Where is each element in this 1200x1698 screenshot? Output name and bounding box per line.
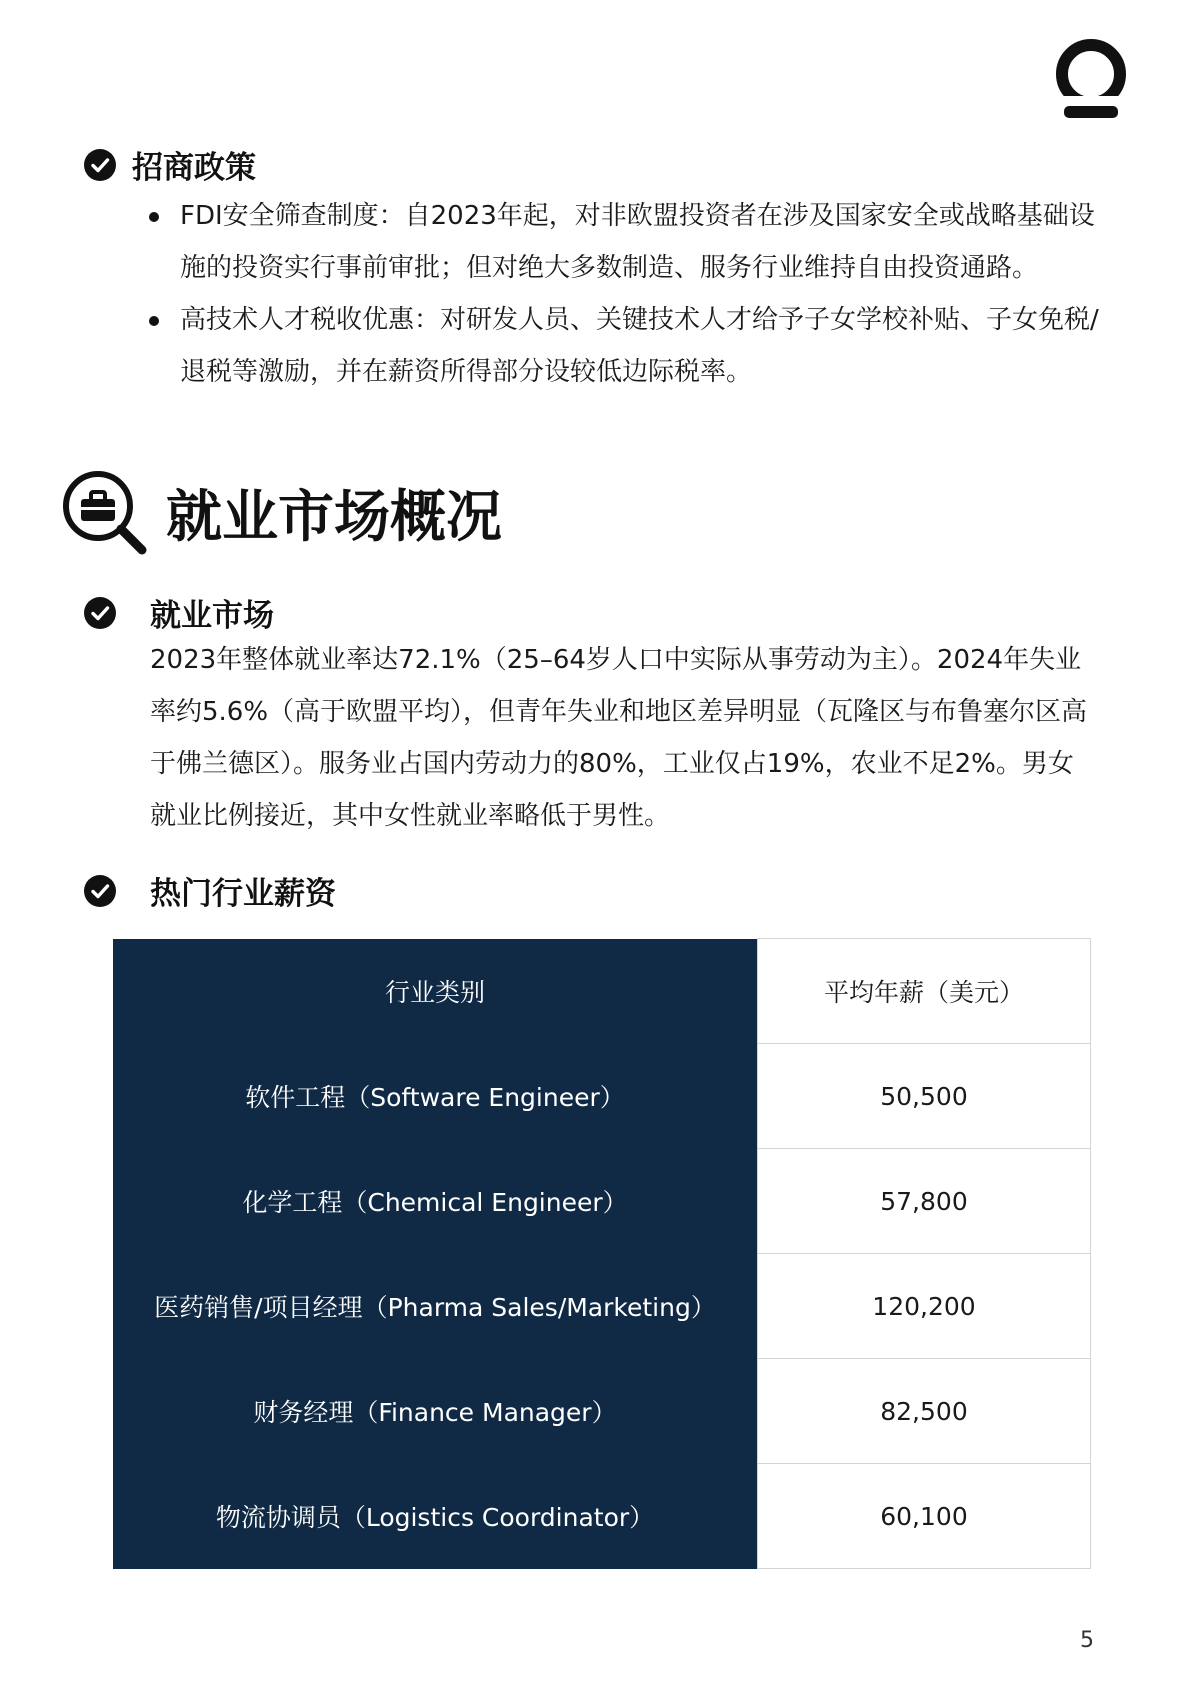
industry-cell: 物流协调员（Logistics Coordinator） (113, 1464, 758, 1569)
table-row (113, 1149, 1091, 1254)
ring-logo-icon (1048, 36, 1134, 126)
policy-bullet-talent: 高技术人才税收优惠：对研发人员、关键技术人才给予子女学校补贴、子女免税/退税等激励，并在薪资所得部分设较低边际税率。 (144, 294, 1104, 398)
table-row (113, 1254, 1091, 1359)
salary-cell: 82,500 (758, 1359, 1091, 1464)
table-row (113, 1044, 1091, 1149)
briefcase-search-icon (60, 468, 150, 558)
salary-cell: 120,200 (758, 1254, 1091, 1359)
salary-heading-text: 热门行业薪资 (150, 876, 336, 912)
policy-heading-text: 招商政策 (132, 150, 256, 186)
check-circle-icon (84, 597, 116, 629)
employment-title: 就业市场概况 (166, 485, 502, 550)
salary-heading (84, 868, 336, 913)
header-salary: 平均年薪（美元） (758, 939, 1091, 1044)
table-row (113, 1359, 1091, 1464)
market-paragraph: 2023年整体就业率达72.1%（25–64岁人口中实际从事劳动为主）。2024年失业率约5.6%（高于欧盟平均），但青年失业和地区差异明显（瓦隆区与布鲁塞尔区高于佛兰德区）。服务业占国内劳动力的80%，工业仅占19%，农业不足2%。男女就业比例接近，其中女性就业率略低于男性。 (150, 645, 1088, 831)
table-header-row (113, 939, 1091, 1044)
market-heading-text: 就业市场 (150, 598, 274, 634)
salary-cell: 50,500 (758, 1044, 1091, 1149)
check-circle-icon (84, 149, 116, 181)
industry-cell: 医药销售/项目经理（Pharma Sales/Marketing） (113, 1254, 758, 1359)
industry-cell: 软件工程（Software Engineer） (113, 1044, 758, 1149)
market-heading (84, 590, 274, 635)
policy-bullet-fdi: FDI安全筛查制度：自2023年起，对非欧盟投资者在涉及国家安全或战略基础设施的投资实行事前审批；但对绝大多数制造、服务行业维持自由投资通路。 (144, 190, 1104, 294)
policy-bullet-list (144, 190, 1104, 398)
header-industry: 行业类别 (113, 939, 758, 1044)
industry-cell: 财务经理（Finance Manager） (113, 1359, 758, 1464)
table-row (113, 1464, 1091, 1569)
salary-cell: 60,100 (758, 1464, 1091, 1569)
salary-table (113, 938, 1091, 1569)
industry-cell: 化学工程（Chemical Engineer） (113, 1149, 758, 1254)
salary-cell: 57,800 (758, 1149, 1091, 1254)
employment-section-title (60, 468, 502, 558)
page-number: 5 (1080, 1628, 1094, 1653)
policy-heading (84, 142, 256, 187)
check-circle-icon (84, 875, 116, 907)
